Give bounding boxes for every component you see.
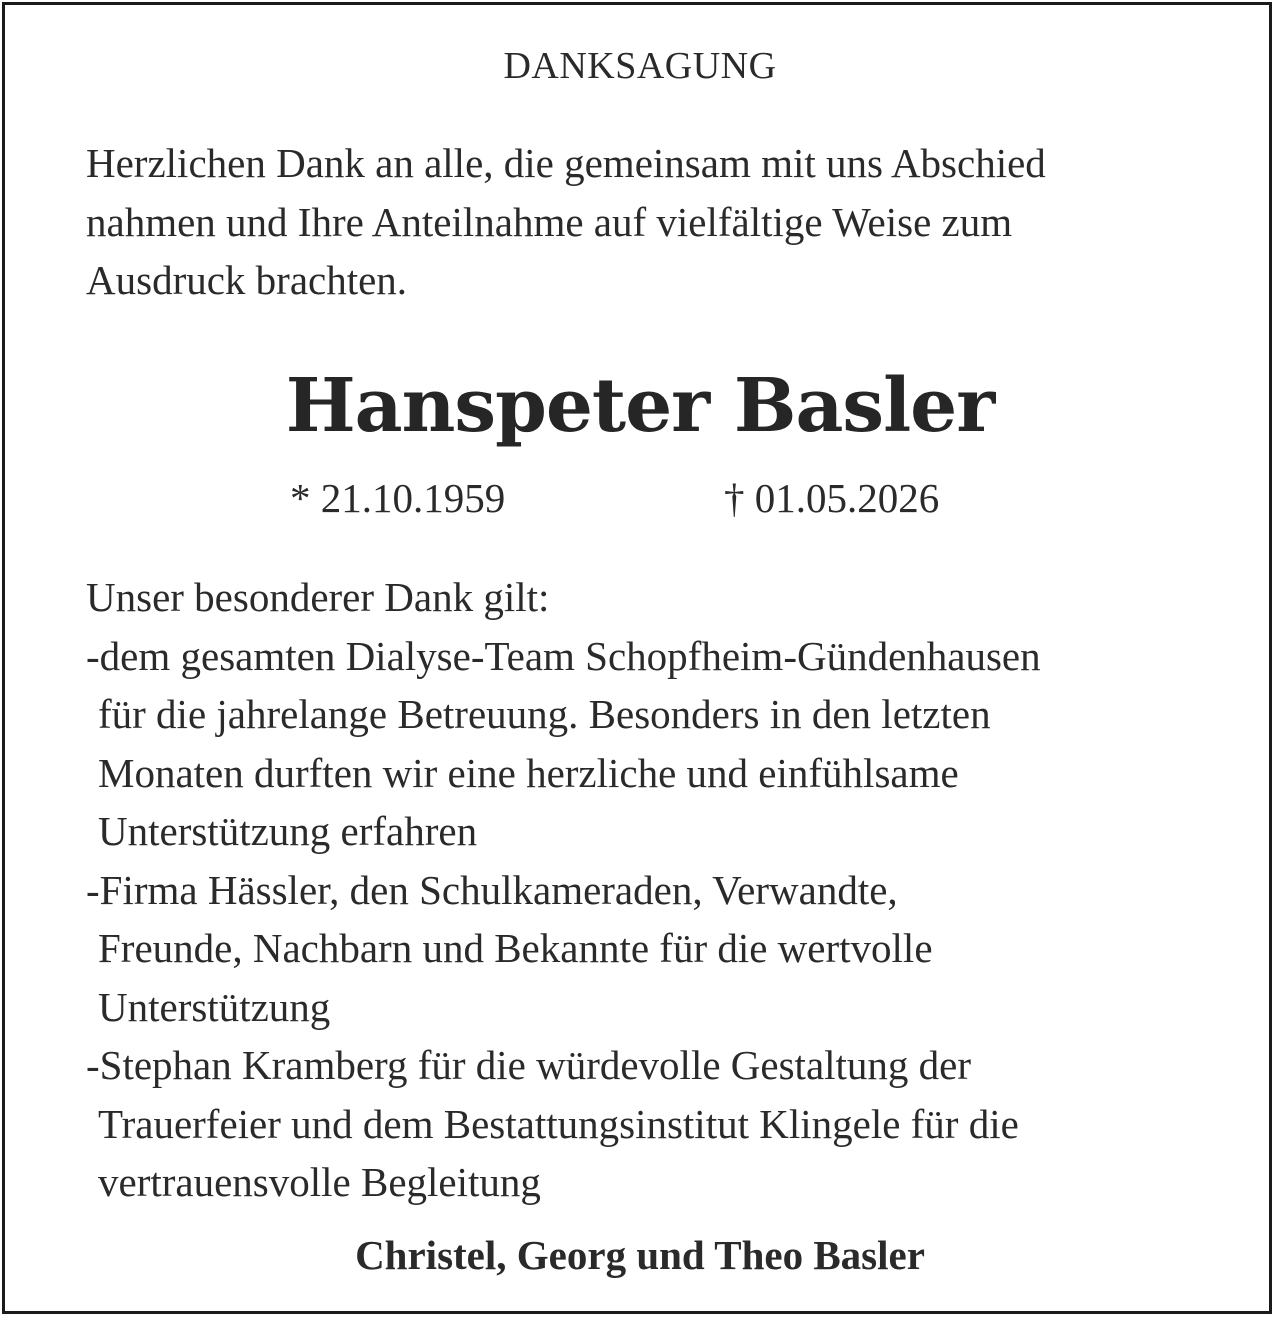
death-date: † 01.05.2026 xyxy=(724,475,940,521)
thanks-line: Unterstützung xyxy=(98,983,331,1030)
thanks-line: Monaten durften wir eine herzliche und einfühlsame xyxy=(98,749,959,796)
deceased-name: Hanspeter Basler xyxy=(285,363,995,449)
thanks-list xyxy=(86,568,1236,1212)
thanks-line: vertrauensvolle Begleitung xyxy=(98,1159,541,1205)
intro-line: Herzlichen Dank an alle, die gemeinsam mit uns Abschied xyxy=(86,140,1046,186)
thanks-intro-line: Unser besonderer Dank gilt: xyxy=(86,574,550,620)
thanks-line: Freunde, Nachbarn und Bekannte für die wertvolle xyxy=(98,925,933,971)
thanks-line: -Firma Hässler, den Schulkameraden, Verwandte, xyxy=(86,866,898,913)
notice-heading: DANKSAGUNG xyxy=(503,45,777,87)
thanks-line: -dem gesamten Dialyse-Team Schopfheim-Gündenhausen xyxy=(86,632,1041,679)
birth-date: * 21.10.1959 xyxy=(290,475,506,521)
thanks-line: für die jahrelange Betreuung. Besonders in den letzten xyxy=(98,691,991,737)
thanks-line: -Stephan Kramberg für die würdevolle Gestaltung der xyxy=(86,1042,972,1088)
family-signature: Christel, Georg und Theo Basler xyxy=(355,1232,925,1278)
thanks-line: Trauerfeier und dem Bestattungsinstitut Klingele für die xyxy=(98,1100,1019,1147)
intro-paragraph xyxy=(86,134,1226,310)
intro-line: Ausdruck brachten. xyxy=(86,257,408,303)
thanks-line: Unterstützung erfahren xyxy=(98,808,478,854)
intro-line: nahmen und Ihre Anteilnahme auf vielfältige Weise zum xyxy=(86,198,1013,245)
